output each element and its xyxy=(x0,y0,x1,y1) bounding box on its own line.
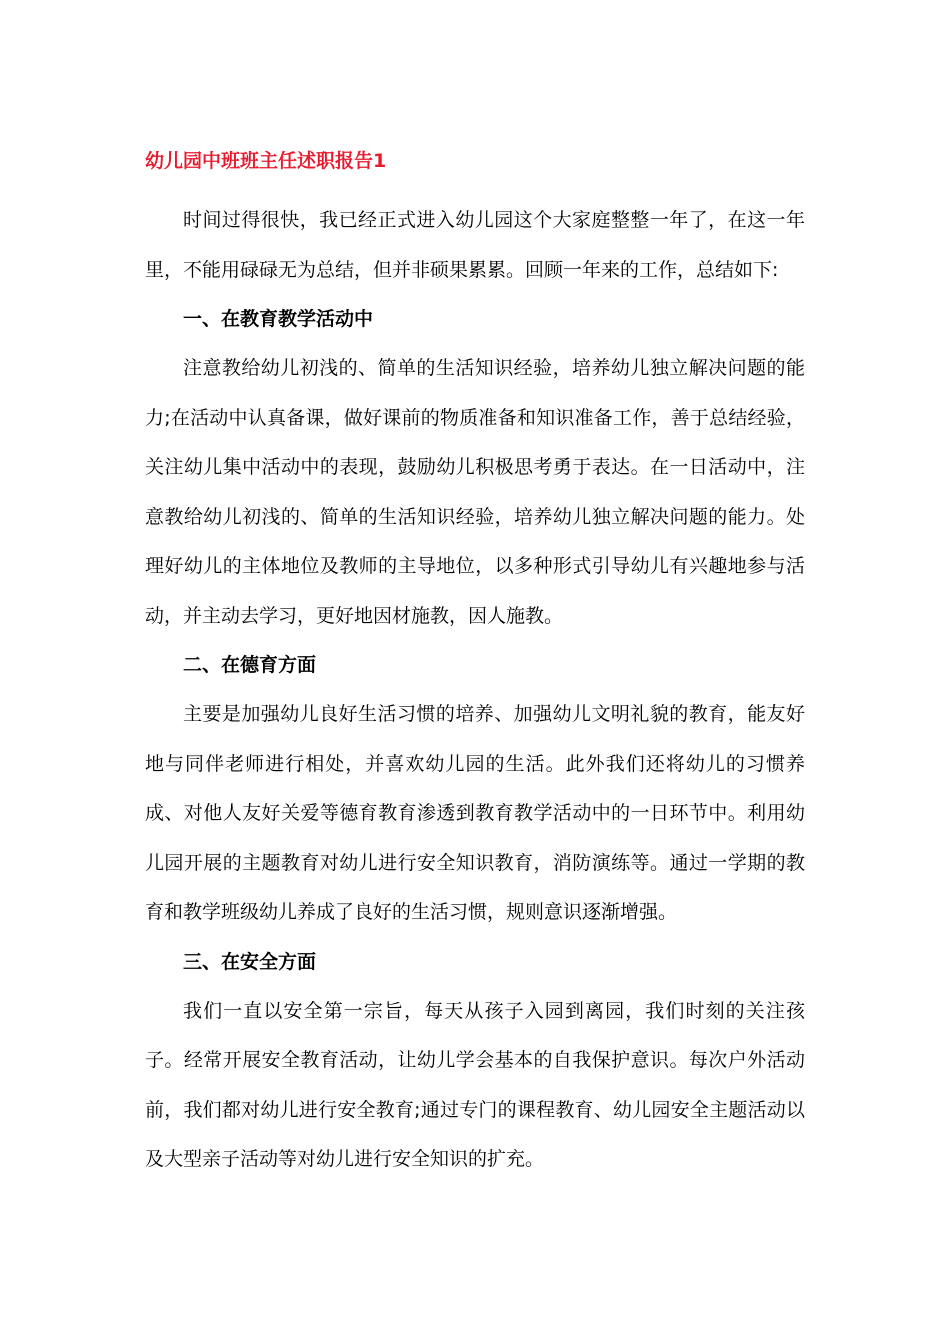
section-body-teaching: 注意教给幼儿初浅的、简单的生活知识经验，培养幼儿独立解决问题的能力;在活动中认真备课，做好课前的物质准备和知识准备工作，善于总结经验，关注幼儿集中活动中的表现，鼓励幼儿积极思考勇于表达。在一日活动中，注意教给幼儿初浅的、简单的生活知识经验，培养幼儿独立解决问题的能力。处理好幼儿的主体地位及教师的主导地位，以多种形式引导幼儿有兴趣地参与活动，并主动去学习，更好地因材施教，因人施教。 xyxy=(145,357,805,627)
section-body-moral: 主要是加强幼儿良好生活习惯的培养、加强幼儿文明礼貌的教育，能友好地与同伴老师进行相处，并喜欢幼儿园的生活。此外我们还将幼儿的习惯养成、对他人友好关爱等德育教育渗透到教育教学活动中的一日环节中。利用幼儿园开展的主题教育对幼儿进行安全知识教育，消防演练等。通过一学期的教育和教学班级幼儿养成了良好的生活习惯，规则意识逐渐增强。 xyxy=(145,703,805,923)
document-page xyxy=(145,143,805,1185)
section-heading-safety: 三、在安全方面 xyxy=(183,950,317,973)
section-body-safety: 我们一直以安全第一宗旨，每天从孩子入园到离园，我们时刻的关注孩子。经常开展安全教育活动，让幼儿学会基本的自我保护意识。每次户外活动前，我们都对幼儿进行安全教育;通过专门的课程教育、幼儿园安全主题活动以及大型亲子活动等对幼儿进行安全知识的扩充。 xyxy=(145,999,805,1170)
intro-paragraph: 时间过得很快，我已经正式进入幼儿园这个大家庭整整一年了，在这一年里，不能用碌碌无为总结，但并非硕果累累。回顾一年来的工作，总结如下: xyxy=(145,209,805,281)
section-heading-moral: 二、在德育方面 xyxy=(183,654,317,676)
section-heading-teaching: 一、在教育教学活动中 xyxy=(183,308,374,330)
document-title: 幼儿园中班班主任述职报告1 xyxy=(145,150,387,172)
